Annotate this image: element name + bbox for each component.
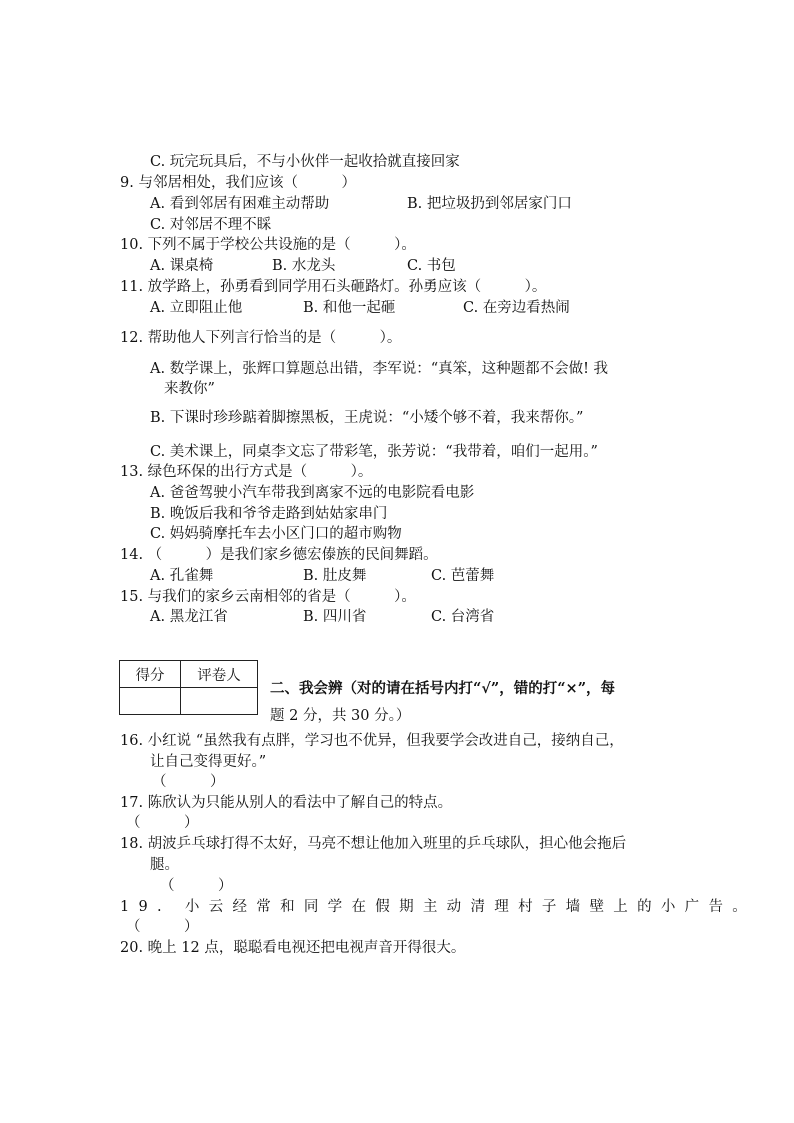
- q10-option-a: A. 课桌椅: [150, 258, 214, 274]
- q11-option-c: C. 在旁边看热闹: [463, 300, 570, 316]
- q10-stem: 10. 下列不属于学校公共设施的是（ ）。: [120, 237, 416, 253]
- q12-option-c: C. 美术课上，同桌李文忘了带彩笔，张芳说：“我带着，咱们一起用。”: [150, 444, 598, 460]
- q9-option-b: B. 把垃圾扔到邻居家门口: [407, 196, 572, 212]
- q19-answer-paren[interactable]: （ ）: [126, 919, 199, 935]
- q9-stem: 9. 与邻居相处，我们应该（ ）: [120, 175, 356, 191]
- q16-line2: 让自己变得更好。”: [150, 754, 267, 770]
- q12-option-a-line1: A. 数学课上，张辉口算题总出错，李军说：“真笨，这种题都不会做! 我: [150, 361, 609, 377]
- q15-option-b: B. 四川省: [303, 609, 367, 625]
- q18-answer-paren[interactable]: （ ）: [160, 878, 233, 894]
- q9-option-c: C. 对邻居不理不睬: [150, 217, 272, 233]
- q13-option-a: A. 爸爸驾驶小汽车带我到离家不远的电影院看电影: [150, 485, 475, 501]
- q17-stem: 17. 陈欣认为只能从别人的看法中了解自己的特点。: [120, 795, 453, 811]
- q13-option-b: B. 晚饭后我和爷爷走路到姑姑家串门: [150, 506, 388, 522]
- score-header: 得分: [120, 661, 181, 688]
- q11-option-a: A. 立即阻止他: [150, 300, 243, 316]
- q12-option-a-line2: 来教你”: [164, 381, 215, 397]
- q13-stem: 13. 绿色环保的出行方式是（ ）。: [120, 464, 373, 480]
- section-two-heading-cont: 题 2 分，共 30 分。）: [270, 708, 411, 724]
- q15-option-c: C. 台湾省: [431, 609, 495, 625]
- q15-stem: 15. 与我们的家乡云南相邻的省是（ ）。: [120, 589, 416, 605]
- q14-stem: 14. （ ）是我们家乡德宏傣族的民间舞蹈。: [120, 547, 438, 563]
- grader-header: 评卷人: [181, 661, 258, 688]
- q15-option-a: A. 黑龙江省: [150, 609, 228, 625]
- q10-option-c: C. 书包: [407, 258, 456, 274]
- q12-stem: 12. 帮助他人下列言行恰当的是（ ）。: [120, 330, 402, 346]
- q16-line1: 16. 小红说 “虽然我有点胖，学习也不优异，但我要学会改进自己，接纳自己，: [120, 733, 624, 749]
- q18-line2: 腿。: [150, 857, 179, 873]
- q8-option-c: C. 玩完玩具后，不与小伙伴一起收拾就直接回家: [150, 154, 460, 170]
- q16-answer-paren[interactable]: （ ）: [152, 774, 225, 790]
- section-two-heading: 二、我会辨（对的请在括号内打“√”，错的打“×”，每: [270, 680, 616, 697]
- q11-stem: 11. 放学路上，孙勇看到同学用石头砸路灯。孙勇应该（ ）。: [120, 279, 547, 295]
- q12-option-b: B. 下课时珍珍踮着脚擦黑板，王虎说：“小矮个够不着，我来帮你。”: [150, 410, 584, 426]
- q14-option-c: C. 芭蕾舞: [431, 568, 495, 584]
- q19-stem: 19. 小云经常和同学在假期主动清理村子墙壁上的小广告。: [120, 899, 757, 915]
- q11-option-b: B. 和他一起砸: [303, 300, 396, 316]
- q13-option-c: C. 妈妈骑摩托车去小区门口的超市购物: [150, 526, 402, 542]
- q18-line1: 18. 胡波乒乓球打得不太好，马亮不想让他加入班里的乒乓球队，担心他会拖后: [120, 836, 627, 852]
- score-table: [119, 660, 258, 715]
- q14-option-a: A. 孔雀舞: [150, 568, 214, 584]
- q17-answer-paren[interactable]: （ ）: [126, 815, 199, 831]
- q9-option-a: A. 看到邻居有困难主动帮助: [150, 196, 330, 212]
- q20-stem: 20. 晚上 12 点，聪聪看电视还把电视声音开得很大。: [120, 940, 466, 956]
- grader-cell[interactable]: [181, 688, 258, 715]
- score-cell[interactable]: [120, 688, 181, 715]
- q10-option-b: B. 水龙头: [272, 258, 336, 274]
- q14-option-b: B. 肚皮舞: [303, 568, 367, 584]
